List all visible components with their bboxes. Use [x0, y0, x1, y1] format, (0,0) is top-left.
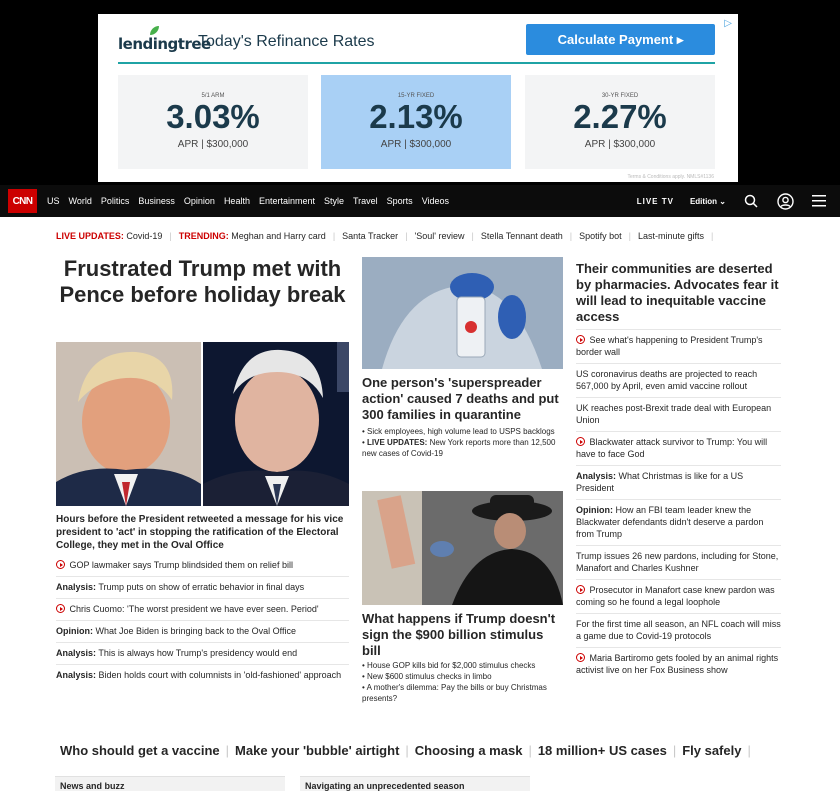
separator: | [169, 231, 172, 241]
list-item[interactable] [56, 621, 349, 643]
bullet-item[interactable]: • House GOP kills bid for $2,000 stimulus checks [362, 661, 536, 670]
account-icon[interactable] [776, 192, 794, 210]
bottom-link[interactable]: Fly safely [682, 743, 742, 758]
lead-caption[interactable]: Hours before the President retweeted a message for his vice president to 'act' in stopping the ratification of the Electoral College, they met in the Oval Office [56, 514, 344, 551]
bullet-item[interactable]: • Sick employees, high volume lead to USPS backlogs [362, 427, 555, 436]
live-updates-label: LIVE UPDATES: [56, 231, 124, 241]
video-play-icon [576, 585, 585, 594]
story-text: What Joe Biden is bringing back to the Oval Office [95, 626, 296, 636]
lead-headline[interactable]: Frustrated Trump met with Pence before holiday break [59, 256, 346, 307]
rate-apr: APR | $300,000 [380, 139, 452, 150]
stimulus-bullets [362, 660, 565, 704]
superspreader-headline[interactable]: One person's 'superspreader action' caused 7 deaths and put 300 families in quarantine [362, 375, 559, 422]
covid-links-strip [60, 743, 751, 758]
trending-bar [56, 231, 713, 241]
ad-terms: Terms & Conditions apply. NMLS#1136 [627, 174, 714, 180]
nav-item-videos[interactable]: Videos [421, 196, 450, 206]
rate-value: 3.03% [166, 98, 260, 135]
ad-logo[interactable]: lendingtree [118, 35, 211, 53]
story-text: See what's happening to President Trump's border wall [576, 335, 763, 357]
live-updates-topic: Covid-19 [126, 231, 163, 241]
ad-divider [118, 62, 715, 64]
bullet-prefix: LIVE UPDATES: [367, 438, 428, 447]
superspreader-bullets [362, 426, 563, 459]
list-item[interactable] [56, 665, 349, 686]
bullet-text: A mother's dilemma: Pay the bills or buy Christmas presents? [362, 683, 547, 703]
trump-photo[interactable] [56, 342, 201, 506]
nav-item-health[interactable]: Health [223, 196, 250, 206]
live-tv-link[interactable]: LIVE TV [636, 196, 674, 206]
lendingtree-ad[interactable] [98, 14, 738, 182]
rate-label: 5/1 ARM [201, 93, 225, 99]
story-prefix: Opinion: [56, 626, 93, 636]
worker-photo[interactable] [362, 491, 563, 605]
rate-card-15-yr-fixed[interactable] [321, 75, 511, 169]
bottom-link[interactable]: 18 million+ US cases [537, 743, 667, 758]
list-item[interactable] [576, 580, 781, 614]
nav-item-world[interactable]: World [68, 196, 92, 206]
edition-label: Edition [689, 196, 718, 206]
edition-dropdown[interactable] [690, 197, 726, 206]
leaf-icon [150, 26, 159, 35]
nav-sections [47, 185, 449, 217]
bottom-link[interactable]: Choosing a mask [414, 743, 523, 758]
bullet-item[interactable]: • LIVE UPDATES: New York reports more than 12,500 new cases of Covid-19 [362, 438, 556, 458]
main-nav [0, 185, 840, 217]
video-play-icon [56, 560, 65, 569]
separator: | [569, 231, 573, 241]
pence-photo[interactable] [203, 342, 349, 506]
stimulus-headline[interactable]: What happens if Trump doesn't sign the $900 billion stimulus bill [362, 611, 556, 658]
separator: | [672, 743, 677, 758]
bullet-text: New $600 stimulus checks in limbo [367, 672, 492, 681]
list-item[interactable] [56, 577, 349, 599]
list-item[interactable] [576, 329, 781, 364]
video-play-icon [576, 437, 585, 446]
story-text: Blackwater attack survivor to Trump: You will have to face God [576, 437, 768, 459]
search-icon[interactable] [742, 192, 760, 210]
nav-item-entertainment[interactable]: Entertainment [258, 196, 315, 206]
rate-label: 15-YR FIXED [397, 93, 435, 99]
lead-story-list [56, 555, 349, 686]
nav-utilities [637, 185, 828, 217]
story-text: What Christmas is like for a US President [576, 471, 744, 493]
story-text: Trump issues 26 new pardons, including for Stone, Manafort and Charles Kushner [576, 551, 779, 573]
trending-topic[interactable]: Spotify bot [579, 231, 622, 241]
story-text: For the first time all season, an NFL coach will miss a game due to Covid-19 protocols [576, 619, 781, 641]
list-item[interactable] [576, 398, 781, 432]
trending-topic[interactable]: Santa Tracker [342, 231, 399, 241]
list-item[interactable] [576, 648, 781, 681]
cnn-logo[interactable]: CNN [8, 189, 37, 213]
rate-apr: APR | $300,000 [177, 139, 249, 150]
story-text: UK reaches post-Brexit trade deal with European Union [576, 403, 772, 425]
video-play-icon [576, 335, 585, 344]
trending-topic[interactable]: Stella Tennant death [480, 231, 563, 241]
separator: | [628, 231, 631, 241]
story-text: Prosecutor in Manafort case knew pardon was coming so he found a legal loophole [576, 585, 775, 607]
video-play-icon [56, 604, 65, 613]
story-prefix: Analysis: [56, 670, 97, 680]
separator: | [528, 743, 532, 758]
separator: | [471, 231, 474, 241]
bullet-text: House GOP kills bid for $2,000 stimulus checks [367, 661, 536, 670]
separator: | [747, 743, 751, 758]
list-item[interactable] [576, 546, 781, 580]
separator: | [405, 231, 408, 241]
bullet-text: Sick employees, high volume lead to USPS backlogs [367, 427, 555, 436]
rate-card-30-yr-fixed[interactable] [525, 75, 715, 169]
list-item[interactable] [576, 466, 781, 500]
rate-card-5-1-arm[interactable] [118, 75, 308, 169]
list-item[interactable] [576, 614, 781, 648]
nav-item-politics[interactable]: Politics [100, 196, 130, 206]
story-prefix: Analysis: [56, 648, 97, 658]
separator: | [405, 743, 409, 758]
story-prefix: Analysis: [56, 582, 97, 592]
story-prefix: Opinion: [576, 505, 613, 515]
trending-topic[interactable]: Meghan and Harry card [231, 231, 326, 241]
zone-label-navigating-season: Navigating an unprecedented season [300, 776, 530, 791]
rate-value: 2.13% [369, 98, 463, 135]
nav-item-style[interactable]: Style [323, 196, 344, 206]
story-text: This is always how Trump's presidency would end [98, 648, 298, 658]
story-text: Chris Cuomo: 'The worst president we have ever seen. Period' [69, 604, 319, 614]
video-play-icon [576, 653, 585, 662]
story-text: US coronavirus deaths are projected to reach 567,000 by April, even amid vaccine rollout [576, 369, 758, 391]
trending-topic[interactable]: Last-minute gifts [637, 231, 704, 241]
nav-item-us[interactable]: US [47, 196, 60, 206]
story-text: Maria Bartiromo gets fooled by an animal rights activist live on her Fox Business show [576, 653, 779, 675]
story-text: How an FBI team leader knew the Blackwater defendants didn't deserve a pardon from Trump [576, 505, 764, 539]
zone-label-news-and-buzz: News and buzz [55, 776, 285, 791]
chevron-down-icon: ⌄ [719, 196, 726, 206]
trending-label: TRENDING: [178, 231, 229, 241]
calculate-payment-button[interactable]: Calculate Payment ▸ [526, 24, 715, 55]
nav-item-sports[interactable]: Sports [386, 196, 413, 206]
list-item[interactable] [576, 432, 781, 466]
separator: | [225, 743, 230, 758]
right-story-list [576, 329, 781, 681]
pharmacies-headline[interactable]: Their communities are deserted by pharmacies. Advocates fear it will lead to inequitable vaccine access [576, 261, 779, 324]
separator: | [332, 231, 336, 241]
bottom-link[interactable]: Who should get a vaccine [60, 743, 220, 758]
advertisement-banner [0, 0, 840, 185]
bottom-link[interactable]: Make your 'bubble' airtight [235, 743, 400, 758]
lab-photo[interactable] [362, 257, 563, 369]
list-item[interactable] [56, 599, 349, 621]
separator: | [711, 231, 714, 241]
nav-item-business[interactable]: Business [138, 196, 175, 206]
story-text: Trump puts on show of erratic behavior in final days [98, 582, 305, 592]
list-item[interactable] [56, 643, 349, 665]
nav-item-opinion[interactable]: Opinion [183, 196, 215, 206]
ad-headline: Today's Refinance Rates [198, 33, 375, 50]
rate-value: 2.27% [573, 98, 667, 135]
adchoices-icon[interactable]: ▷ [724, 18, 732, 29]
story-text: GOP lawmaker says Trump blindsided them on relief bill [69, 560, 293, 570]
menu-icon[interactable] [810, 192, 828, 210]
list-item[interactable] [576, 500, 781, 546]
rate-apr: APR | $300,000 [584, 139, 656, 150]
rate-label: 30-YR FIXED [601, 93, 639, 99]
list-item[interactable] [576, 364, 781, 398]
live-updates-link[interactable] [56, 231, 162, 241]
bullet-item[interactable]: • A mother's dilemma: Pay the bills or buy Christmas presents? [362, 683, 547, 703]
list-item[interactable] [56, 555, 349, 577]
bullet-item[interactable]: • New $600 stimulus checks in limbo [362, 672, 492, 681]
trending-topic[interactable]: 'Soul' review [414, 231, 465, 241]
story-prefix: Analysis: [576, 471, 617, 481]
story-text: Biden holds court with columnists in 'old-fashioned' approach [98, 670, 342, 680]
bullet-text: New York reports more than 12,500 new cases of Covid-19 [362, 438, 556, 458]
nav-item-travel[interactable]: Travel [353, 196, 378, 206]
